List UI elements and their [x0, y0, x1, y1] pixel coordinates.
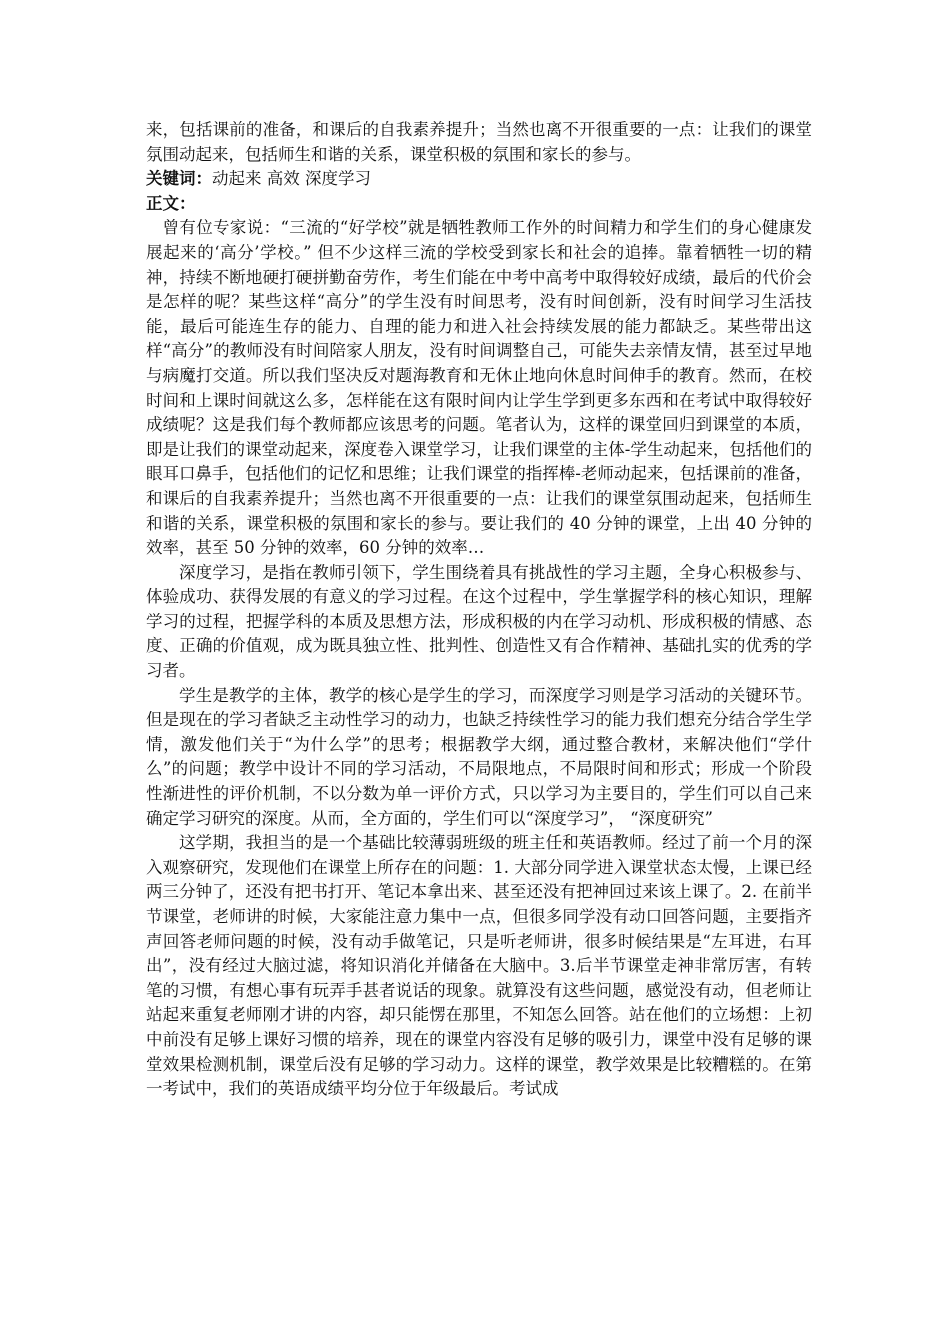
body-label: 正文：	[146, 193, 196, 213]
paragraph-2: 深度学习，是指在教师引领下，学生围绕着具有挑战性的学习主题，全身心积极参与、体验成功、获得发展的有意义的学习过程。在这个过程中，学生掌握学科的核心知识，理解学习的过程，把握学科的本质及思想方法，形成积极的内在学习动机、形成积极的情感、态度、正确的价值观，成为既具独立性、批判性、创造性又有合作精神、基础扎实的优秀的学习者。	[146, 562, 812, 681]
paragraph-3: 学生是教学的主体，教学的核心是学生的学习，而深度学习则是学习活动的关键环节。但是现在的学习者缺乏主动性学习的动力，也缺乏持续性学习的能力我们想充分结合学生学情，激发他们关于“为什么学”的思考；根据教学大纲，通过整合教材，来解决他们“学什么”的问题；教学中设计不同的学习活动，不局限地点，不局限时间和形式；形成一个阶段性渐进性的评价机制，不以分数为单一评价方式，只以学习为主要目的，学生们可以自己来确定学习研究的深度。从而，全方面的，学生们可以“深度学习”， “深度研究”	[146, 685, 812, 828]
paragraph-4: 这学期，我担当的是一个基础比较薄弱班级的班主任和英语教师。经过了前一个月的深入观察研究，发现他们在课堂上所存在的问题：1. 大部分同学进入课堂状态太慢，上课已经两三分钟了，还没有把书打开、笔记本拿出来、甚至还没有把神回过来该上课了。2. 在前半节课堂，老师讲的时候，大家能注意力集中一点，但很多同学没有动口回答问题，主要指齐声回答老师问题的时候，没有动手做笔记，只是听老师讲，很多时候结果是“左耳进，右耳出”，没有经过大脑过滤，将知识消化并储备在大脑中。3.后半节课堂走神非常厉害，有转笔的习惯，有想心事有玩弄手甚者说话的现象。就算没有这些问题，感觉没有动，但老师让站起来重复老师刚才讲的内容，却只能愣在那里，不知怎么回答。站在他们的立场想：上初中前没有足够上课好习惯的培养，现在的课堂内容没有足够的吸引力，课堂中没有足够的课堂效果检测机制，课堂后没有足够的学习动力。这样的课堂，教学效果是比较糟糕的。在第一考试中，我们的英语成绩平均分位于年级最后。考试成	[146, 833, 812, 1099]
paragraph-1: 曾有位专家说：“三流的“好学校”就是牺牲教师工作外的时间精力和学生们的身心健康发展起来的‘高分’学校。” 但不少这样三流的学校受到家长和社会的追捧。靠着牺牲一切的精神，持续不断地硬打硬拼勤奋劳作，考生们能在中考中高考中取得较好成绩，最后的代价会是怎样的呢？某些这样“高分”的学生没有时间思考，没有时间创新，没有时间学习生活技能，最后可能连生存的能力、自理的能力和进入社会持续发展的能力都缺乏。某些带出这样“高分”的教师没有时间陪家人朋友，没有时间调整自己，可能失去亲情友情，甚至过早地与病魔打交道。所以我们坚决反对题海教育和无休止地向休息时间伸手的教育。然而，在校时间和上课时间就这么多，怎样能在这有限时间内让学生学到更多东西和在考试中取得较好成绩呢？这是我们每个教师都应该思考的问题。笔者认为，这样的课堂回归到课堂的本质，即是让我们的课堂动起来，深度卷入课堂学习，让我们课堂的主体-学生动起来，包括他们的眼耳口鼻手，包括他们的记忆和思维；让我们课堂的指挥棒-老师动起来，包括课前的准备，和课后的自我素养提升；当然也离不开很重要的一点：让我们的课堂氛围动起来，包括师生和谐的关系，课堂积极的氛围和家长的参与。要让我们的 40 分钟的课堂，上出 40 分钟的效率，甚至 50 分钟的效率，60 分钟的效率…	[146, 218, 812, 558]
keywords-label: 关键词：	[146, 169, 212, 189]
abstract-tail: 来，包括课前的准备，和课后的自我素养提升；当然也离不开很重要的一点：让我们的课堂氛围动起来，包括师生和谐的关系，课堂积极的氛围和家长的参与。	[146, 120, 812, 164]
document-page	[146, 118, 812, 1102]
keywords-line	[146, 167, 812, 192]
keywords-value: 动起来 高效 深度学习	[212, 169, 371, 189]
